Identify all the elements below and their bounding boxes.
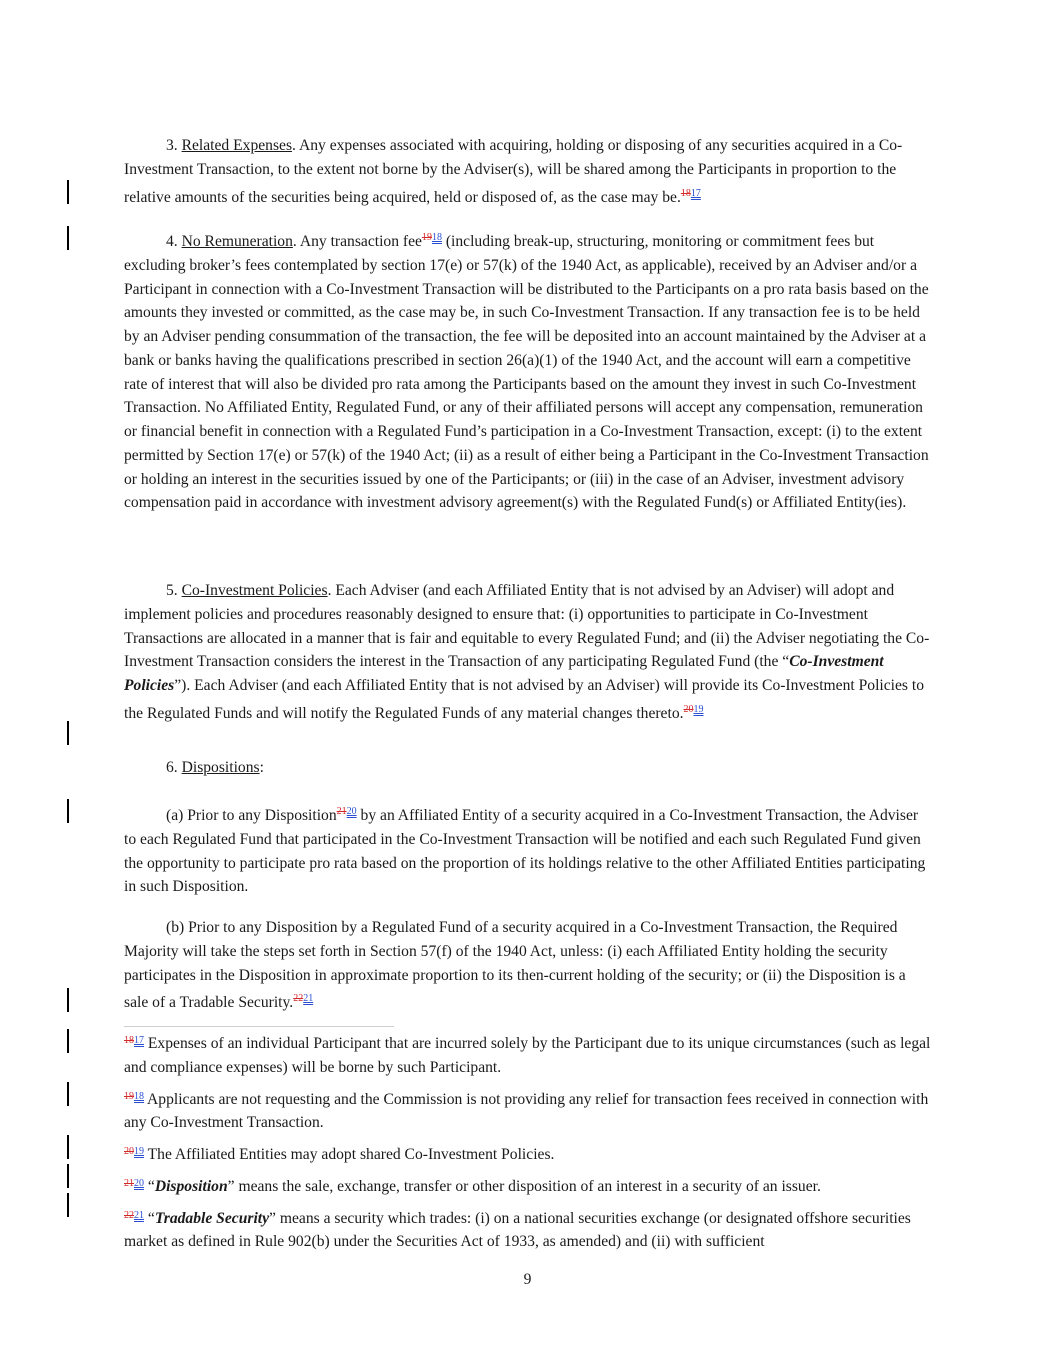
footnote-ref-inserted[interactable]: 21	[303, 993, 314, 1005]
heading-co-investment-policies: Co-Investment Policies	[181, 582, 328, 599]
footnote-number-inserted: 21	[134, 1209, 144, 1221]
heading-no-remuneration: No Remuneration	[181, 233, 293, 250]
footnote-ref-inserted[interactable]: 17	[690, 187, 701, 199]
footnote: $^{2019}$ The Affiliated Entities may adopt shared Co-Investment Policies.	[124, 1146, 555, 1163]
footnote-number-deleted: 20	[124, 1146, 134, 1157]
footnote: $^{2120}$ “Disposition” means the sale, exchange, transfer or other disposition of an interest in a security of an issuer.	[124, 1177, 821, 1195]
footnote-ref-deleted: 20	[683, 703, 694, 715]
footnote-ref-deleted: 22	[293, 993, 304, 1005]
footnote-ref-inserted[interactable]: 19	[693, 703, 704, 715]
footnote-number-deleted: 18	[124, 1035, 134, 1046]
change-bar	[67, 721, 69, 745]
change-bar	[67, 988, 69, 1012]
defined-term: Tradable Security	[154, 1209, 270, 1227]
subsection-6b: (b) Prior to any Disposition by a Regulated Fund of a security acquired in a Co-Investment Transaction, the Required Majority will take the steps set forth in Section 57(f) of the 1940 Act, unless: (i) each Affiliated Entity holding the security participates in the Disposition in approximate proportion to its then-current holding of the security; or (ii) the Disposition is a sale of a Tradable Security.$^{2221}$	[124, 919, 906, 1012]
footnote: $^{1918}$ Applicants are not requesting and the Commission is not providing any relief for transaction fees received in connection with any Co-Investment Transaction.	[124, 1090, 929, 1132]
footnote-ref-deleted: 18	[680, 187, 691, 199]
change-bar	[67, 1193, 69, 1217]
defined-term: Co-Investment Policies	[124, 653, 884, 694]
heading-related-expenses: Related Expenses	[181, 137, 293, 154]
footnotes	[124, 1029, 932, 1254]
subsection-6a: (a) Prior to any Disposition$^{2120}$ by an Affiliated Entity of a security acquired in a Co-Investment Transaction, the Adviser to each Regulated Fund that participated in the Co-Investment Transaction will be notified and each such Regulated Fund given the opportunity to participate pro rata based on the proportion of its holdings relative to the other Affiliated Entities participating in such Disposition.	[124, 806, 926, 896]
footnote-ref-inserted[interactable]: 20	[346, 806, 357, 817]
footnote-ref-deleted: 19	[421, 232, 432, 243]
change-bar	[67, 1164, 69, 1188]
heading-dispositions: Dispositions	[181, 759, 260, 776]
page-number: 9	[523, 1271, 532, 1288]
section-related-expenses: 3. Related Expenses. Any expenses associated with acquiring, holding or disposing of any securities acquired in a Co-Investment Transaction, to the extent not borne by the Adviser(s), will be shared among the Participants in proportion to the relative amounts of the securities being acquired, held or disposed of, as the case may be.$^{1817}$	[124, 137, 903, 206]
change-bar	[67, 180, 69, 204]
footnote-number-inserted: 17	[134, 1035, 144, 1046]
footnote-number-inserted: 19	[134, 1146, 144, 1157]
footnote: $^{1817}$ Expenses of an individual Participant that are incurred solely by the Participant due to its unique circumstances (such as legal and compliance expenses) will be borne by such Participant.	[124, 1035, 931, 1076]
section-no-remuneration: 4. No Remuneration. Any transaction fee$^{1918}$ (including break-up, structuring, monitoring or commitment fees but excluding broker’s fees contemplated by section 17(e) or 57(k) of the 1940 Act, as applicable), received by an Adviser and/or a Participant in connection with a Co-Investment Transaction will be distributed to the Participants on a pro rata basis based on the amounts they invested or committed, as the case may be, in such Co-Investment Transaction. If any transaction fee is to be held by an Adviser pending consummation of the transaction, the fee will be deposited into an account maintained by the Adviser at a bank or banks having the qualifications prescribed in section 26(a)(1) of the 1940 Act, and the account will earn a competitive rate of interest that will also be divided pro rata among the Participants based on the amount they invest in such Co-Investment Transaction. No Affiliated Entity, Regulated Fund, or any of their affiliated persons will accept any compensation, remuneration or financial benefit in connection with a Regulated Fund’s participation in a Co-Investment Transaction, except: (i) to the extent permitted by Section 17(e) or 57(k) of the 1940 Act; (ii) as a result of either being a Participant in the Co-Investment Transaction or holding an interest in the securities issued by one of the Participants; or (iii) in the case of an Adviser, investment advisory compensation paid in accordance with investment advisory agreement(s) with the Regulated Fund(s) or Affiliated Entity(ies).	[124, 232, 929, 512]
footnote-separator	[124, 1026, 394, 1027]
footnote-ref-deleted: 21	[336, 806, 347, 817]
footnote-number-inserted: 20	[134, 1177, 144, 1189]
footnote-number-deleted: 21	[124, 1177, 134, 1189]
change-bar	[67, 1029, 69, 1053]
footnote-ref-inserted[interactable]: 18	[431, 232, 442, 243]
footnote-number-deleted: 19	[124, 1090, 134, 1102]
change-bar	[67, 226, 69, 250]
change-bar	[67, 1082, 69, 1106]
defined-term: Disposition	[154, 1177, 228, 1195]
footnote-number-deleted: 22	[124, 1209, 134, 1221]
change-bar	[67, 799, 69, 823]
section-co-investment-policies: 5. Co-Investment Policies. Each Adviser (and each Affiliated Entity that is not advised by an Adviser) will adopt and implement policies and procedures reasonably designed to ensure that: (i) opportunities to participate in Co-Investment Transactions are allocated in a manner that is fair and equitable to every Regulated Fund; and (ii) the Adviser negotiating the Co-Investment Transaction considers the interest in the Transaction of any participating Regulated Fund (the “Co-Investment Policies”). Each Adviser (and each Affiliated Entity that is not advised by an Adviser) will provide its Co-Investment Policies to the Regulated Funds and will notify the Regulated Funds of any material changes thereto.$^{2019}$	[124, 582, 930, 722]
section-dispositions: 6. Dispositions:	[166, 759, 264, 776]
change-bar	[67, 1135, 69, 1159]
footnote: $^{2221}$ “Tradable Security” means a security which trades: (i) on a national securities exchange (or designated offshore securities market as defined in Rule 902(b) under the Securities Act of 1933, as amended) and (ii) with sufficient	[124, 1209, 911, 1251]
footnote-number-inserted: 18	[134, 1090, 144, 1102]
